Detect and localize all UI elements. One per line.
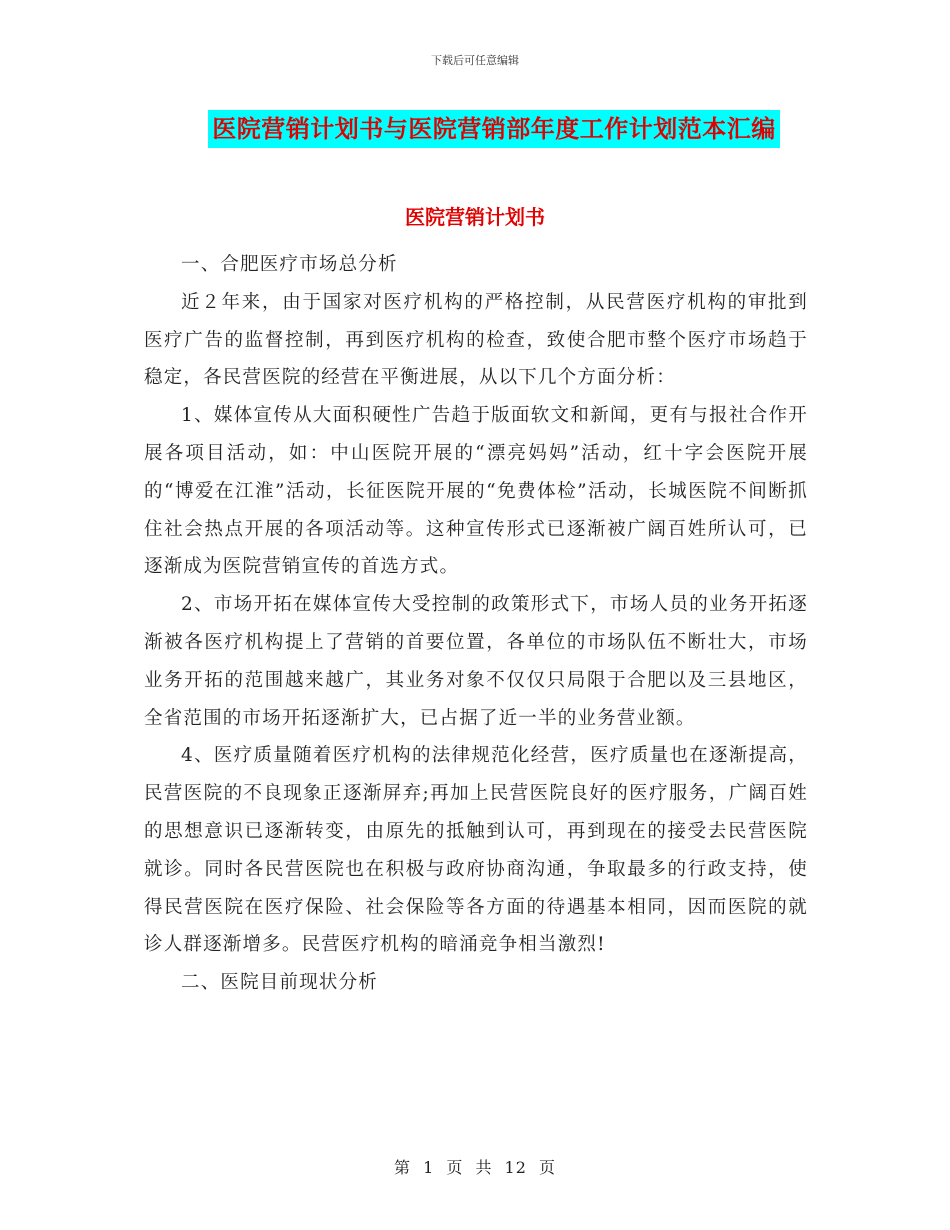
- document-title: 医院营销计划书与医院营销部年度工作计划范本汇编: [208, 110, 780, 148]
- document-body: [144, 246, 808, 1002]
- subheading-market-analysis: 一、合肥医疗市场总分析: [181, 254, 398, 275]
- paragraph-intro: 近２年来，由于国家对医疗机构的严格控制，从民营医疗机构的审批到医疗广告的监督控制，再到医疗机构的检查，致使合肥市整个医疗市场趋于稳定，各民营医院的经营在平衡进展，从以下几个方面分析：: [144, 291, 808, 389]
- section-title: 医院营销计划书: [405, 205, 545, 229]
- header-note: 下载后可任意编辑: [431, 54, 519, 67]
- page-footer: 第 1 页 共 12 页: [394, 1158, 556, 1177]
- paragraph-media: 1、媒体宣传从大面积硬性广告趋于版面软文和新闻，更有与报社合作开展各项目活动，如：中山医院开展的“漂亮妈妈”活动，红十字会医院开展的“博爱在江淮”活动，长征医院开展的“免费体检”活动，长城医院不间断抓住社会热点开展的各项活动等。这种宣传形式已逐渐被广阔百姓所认可，已逐渐成为医院营销宣传的首选方式。: [144, 405, 808, 578]
- document-title-container: [0, 110, 950, 148]
- paragraph-market-expansion: 2、市场开拓在媒体宣传大受控制的政策形式下，市场人员的业务开拓逐渐被各医疗机构提上了营销的首要位置，各单位的市场队伍不断壮大，市场业务开拓的范围越来越广，其业务对象不仅仅只局限于合肥以及三县地区，全省范围的市场开拓逐渐扩大，已占据了近一半的业务营业额。: [144, 594, 808, 729]
- paragraph-medical-quality: 4、医疗质量随着医疗机构的法律规范化经营，医疗质量也在逐渐提高，民营医院的不良现象正逐渐屏弃;再加上民营医院良好的医疗服务，广阔百姓的思想意识已逐渐转变，由原先的抵触到认可，再到现在的接受去民营医院就诊。同时各民营医院也在积极与政府协商沟通，争取最多的行政支持，使得民营医院在医疗保险、社会保险等各方面的待遇基本相同，因而医院的就诊人群逐渐增多。民营医疗机构的暗涌竞争相当激烈!: [144, 745, 808, 956]
- subheading-current-status: 二、医院目前现状分析: [181, 972, 379, 994]
